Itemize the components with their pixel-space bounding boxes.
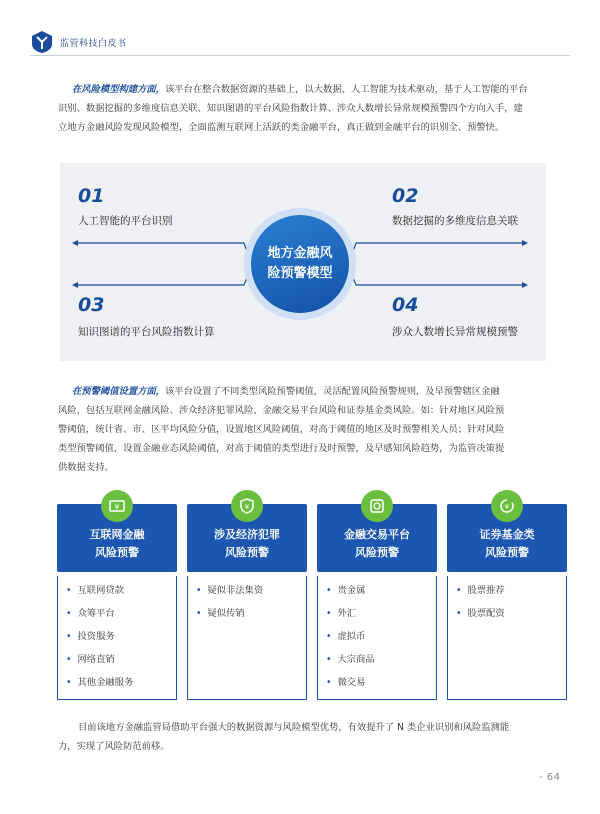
paragraph-line: 该平台在整合数据资源的基础上，以大数据、人工智能为技术驱动，基于人工智能的平台 bbox=[164, 84, 528, 95]
paragraph-line: 力，实现了风险防范前移。 bbox=[58, 741, 170, 752]
list-item: • 股票推荐 bbox=[456, 585, 505, 596]
card-list bbox=[447, 576, 567, 700]
list-item: • 其他金融服务 bbox=[66, 677, 134, 688]
model-item-number: 02 bbox=[392, 185, 419, 207]
paragraph-lead: 在预警阈值设置方面， bbox=[72, 386, 165, 397]
model-item-label: 知识图谱的平台风险指数计算 bbox=[78, 326, 215, 338]
list-item: • 虚拟币 bbox=[326, 631, 366, 642]
model-center-circle bbox=[251, 215, 349, 313]
paragraph-line: 立地方金融风险发现风险模型，全面监测互联网上活跃的类金融平台，真正做到金融平台的识别全、预警快。 bbox=[58, 122, 505, 133]
paragraph-conclusion bbox=[58, 718, 554, 756]
risk-card-economic-crime bbox=[187, 504, 307, 700]
list-item: • 互联网贷款 bbox=[66, 585, 124, 596]
paragraph-line: 目前该地方金融监管局借助平台强大的数据资源与风险模型优势，有效提升了 N 类企业识别和风险监测能 bbox=[78, 722, 510, 733]
card-title: 互联网金融 风险预警 bbox=[89, 528, 145, 559]
paragraph-line: 类型预警阈值，设置金融业态风险阈值，对高于阈值的类型进行及时预警，及早感知风险趋势，为监管决策提 bbox=[58, 443, 505, 454]
model-item-label: 涉众人数增长异常规模预警 bbox=[392, 326, 518, 338]
paragraph-line: 识别、数据挖掘的多维度信息关联、知识图谱的平台风险指数计算、涉众人数增长异常规模预警四个方向入手，建 bbox=[58, 103, 523, 114]
page-number: - 64 bbox=[539, 772, 561, 783]
risk-card-securities-fund bbox=[447, 504, 567, 700]
paragraph-line: 供数据支持。 bbox=[58, 462, 114, 473]
model-item-label: 人工智能的平台识别 bbox=[78, 215, 173, 227]
list-item: • 投资服务 bbox=[66, 631, 115, 642]
shield-money-icon bbox=[231, 490, 263, 522]
trade-icon bbox=[361, 490, 393, 522]
model-item-number: 01 bbox=[78, 185, 105, 207]
svg-text:¥: ¥ bbox=[244, 503, 250, 511]
card-title: 证券基金类 风险预警 bbox=[479, 528, 535, 559]
coin-cycle-icon bbox=[491, 490, 523, 522]
money-icon bbox=[101, 490, 133, 522]
list-item: • 股票配资 bbox=[456, 608, 505, 619]
list-item: • 外汇 bbox=[326, 608, 357, 619]
model-center-title: 地方金融风险预警模型 bbox=[267, 246, 333, 281]
paragraph-threshold bbox=[58, 382, 548, 477]
svg-text:¥: ¥ bbox=[504, 503, 510, 511]
risk-card-internet-finance bbox=[57, 504, 177, 700]
model-item-label: 数据挖掘的多维度信息关联 bbox=[392, 215, 518, 227]
card-list bbox=[187, 576, 307, 700]
model-item-number: 04 bbox=[392, 294, 419, 316]
list-item: • 疑似非法集资 bbox=[196, 585, 264, 596]
paragraph-line: 警阈值，统计省、市、区平均风险分值，设置地区风险阈值，对高于阈值的地区及时预警相关人员；针对风险 bbox=[58, 424, 505, 435]
paragraph-line: 风险，包括互联网金融风险、涉众经济犯罪风险、金融交易平台风险和证券基金类风险。如：针对地区风险预 bbox=[58, 405, 505, 416]
list-item: • 网络直销 bbox=[66, 654, 115, 665]
list-item: • 疑似传销 bbox=[196, 608, 245, 619]
card-list bbox=[317, 576, 437, 700]
paragraph-lead: 在风险模型构建方面， bbox=[72, 84, 165, 95]
list-item: • 贵金属 bbox=[326, 585, 366, 596]
list-item: • 微交易 bbox=[326, 677, 366, 688]
risk-card-trading-platform bbox=[317, 504, 437, 700]
list-item: • 众筹平台 bbox=[66, 608, 115, 619]
header-title: 监管科技白皮书 bbox=[60, 39, 127, 49]
card-title: 金融交易平台 风险预警 bbox=[344, 528, 410, 559]
card-list bbox=[57, 576, 177, 700]
svg-text:¥: ¥ bbox=[114, 502, 120, 512]
card-title: 涉及经济犯罪 风险预警 bbox=[214, 528, 280, 559]
list-item: • 大宗商品 bbox=[326, 654, 375, 665]
paragraph-line: 该平台设置了不同类型风险预警阈值，灵活配置风险预警规则，及早预警辖区金融 bbox=[164, 386, 500, 397]
model-item-number: 03 bbox=[78, 294, 105, 316]
